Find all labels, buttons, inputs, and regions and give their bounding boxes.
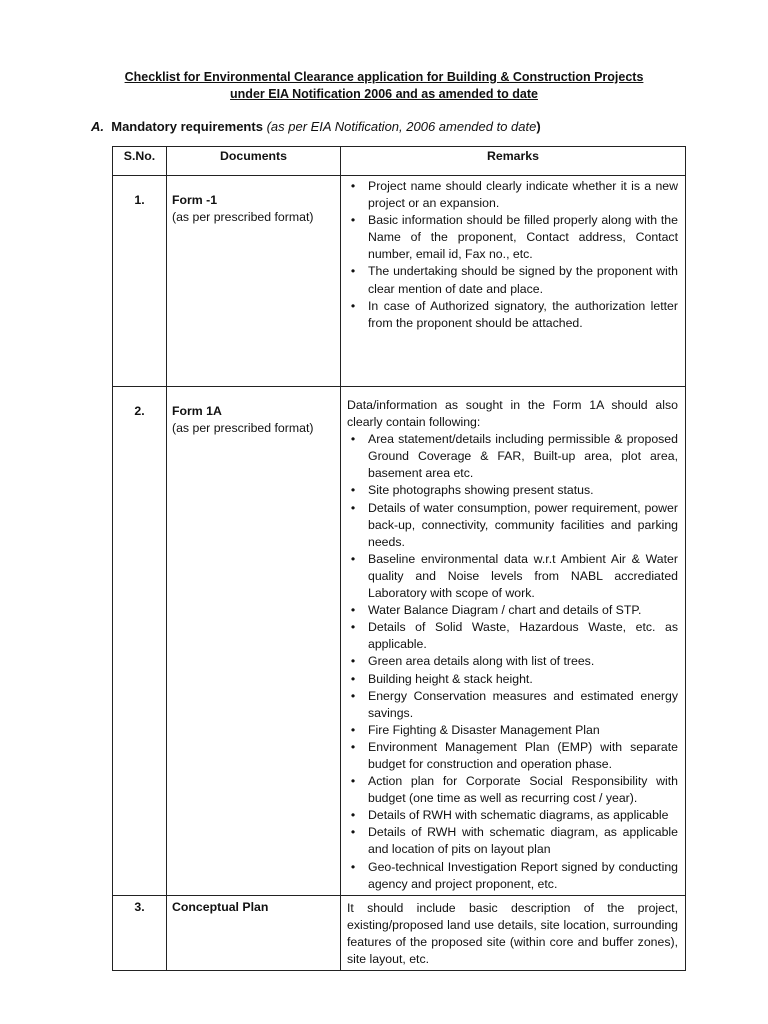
bullet-icon: • [350, 432, 356, 447]
list-item: • Details of water consumption, power requirement, power back-up, connectivity, community facilities and parking needs. [347, 500, 678, 551]
checklist-table [112, 146, 686, 971]
list-item: • Details of Solid Waste, Hazardous Waste, etc. as applicable. [347, 619, 678, 653]
list-item: • Action plan for Corporate Social Responsibility with budget (one time as well as recurring cost / year). [347, 773, 678, 807]
list-item: • Water Balance Diagram / chart and details of STP. [347, 602, 678, 619]
bullet-icon: • [350, 722, 356, 737]
list-item: • Area statement/details including permissible & proposed Ground Coverage & FAR, Built-up area, plot area, basement area etc. [347, 431, 678, 482]
column-header-sno: S.No. [113, 147, 167, 176]
section-note-close: ) [536, 119, 541, 134]
bullet-icon: • [350, 654, 356, 669]
table-row [113, 895, 686, 970]
document-note: (as per prescribed format) [172, 210, 314, 225]
list-item: • Project name should clearly indicate whether it is a new project or an expansion. [347, 178, 678, 212]
column-header-remarks: Remarks [341, 147, 686, 176]
table-row [113, 387, 686, 896]
list-item: • Environment Management Plan (EMP) with separate budget for construction and operation phase. [347, 739, 678, 773]
list-item: • Basic information should be filled properly along with the Name of the proponent, Contact address, Contact number, email id, Fax no., etc. [347, 212, 678, 263]
section-title: Mandatory requirements [111, 119, 263, 134]
bullet-icon: • [350, 825, 356, 840]
document-name: Form -1 [172, 193, 218, 207]
list-item: • Site photographs showing present status. [347, 482, 678, 499]
list-item: • Geo-technical Investigation Report signed by conducting agency and project proponent, etc. [347, 859, 678, 893]
list-item: • Baseline environmental data w.r.t Ambient Air & Water quality and Noise levels from NABL accrediated Laboratory with scope of work. [347, 551, 678, 602]
bullet-icon: • [350, 774, 356, 789]
bullet-icon: • [350, 603, 356, 618]
section-letter: A. [91, 119, 104, 134]
list-item: • Details of RWH with schematic diagrams, as applicable [347, 807, 678, 824]
document-name: Form 1A [172, 404, 222, 418]
bullet-icon: • [350, 298, 356, 313]
document-name: Conceptual Plan [172, 899, 269, 914]
bullet-icon: • [350, 213, 356, 228]
list-item: • The undertaking should be signed by the proponent with clear mention of date and place. [347, 263, 678, 297]
list-item: • Green area details along with list of trees. [347, 653, 678, 670]
remarks-intro: Data/information as sought in the Form 1A should also clearly contain following: [347, 398, 678, 430]
list-item: • Fire Fighting & Disaster Management Plan [347, 722, 678, 739]
bullet-icon: • [350, 500, 356, 515]
row-sno: 2. [113, 387, 167, 896]
bullet-icon: • [350, 483, 356, 498]
document-note: (as per prescribed format) [172, 421, 314, 436]
bullet-icon: • [350, 859, 356, 874]
remarks-list [347, 178, 678, 332]
table-row [113, 176, 686, 387]
row-remarks [341, 895, 686, 970]
remarks-list [347, 431, 678, 893]
bullet-icon: • [350, 551, 356, 566]
row-document [167, 895, 341, 970]
page-title [60, 69, 708, 103]
row-document [167, 387, 341, 896]
list-item: • Energy Conservation measures and estimated energy savings. [347, 688, 678, 722]
bullet-icon: • [350, 264, 356, 279]
row-sno: 3. [113, 895, 167, 970]
section-note: (as per EIA Notification, 2006 amended to date [266, 119, 537, 134]
row-sno: 1. [113, 176, 167, 387]
bullet-icon: • [350, 620, 356, 635]
title-line-2: under EIA Notification 2006 and as amended to date [230, 87, 538, 101]
bullet-icon: • [350, 739, 356, 754]
section-heading [91, 118, 541, 135]
title-line-1: Checklist for Environmental Clearance application for Building & Construction Projects [124, 70, 644, 84]
bullet-icon: • [350, 179, 356, 193]
list-item: • Details of RWH with schematic diagram, as applicable and location of pits on layout plan [347, 824, 678, 858]
bullet-icon: • [350, 808, 356, 823]
column-header-documents: Documents [167, 147, 341, 176]
list-item: • Building height & stack height. [347, 671, 678, 688]
list-item: • In case of Authorized signatory, the authorization letter from the proponent should be attached. [347, 298, 678, 332]
table-header-row [113, 147, 686, 176]
bullet-icon: • [350, 671, 356, 686]
bullet-icon: • [350, 688, 356, 703]
remarks-text: It should include basic description of the project, existing/proposed land use details, site location, surrounding features of the proposed site (within core and buffer zones), site layout, etc. [347, 900, 678, 966]
row-remarks [341, 387, 686, 896]
row-document [167, 176, 341, 387]
row-remarks [341, 176, 686, 387]
